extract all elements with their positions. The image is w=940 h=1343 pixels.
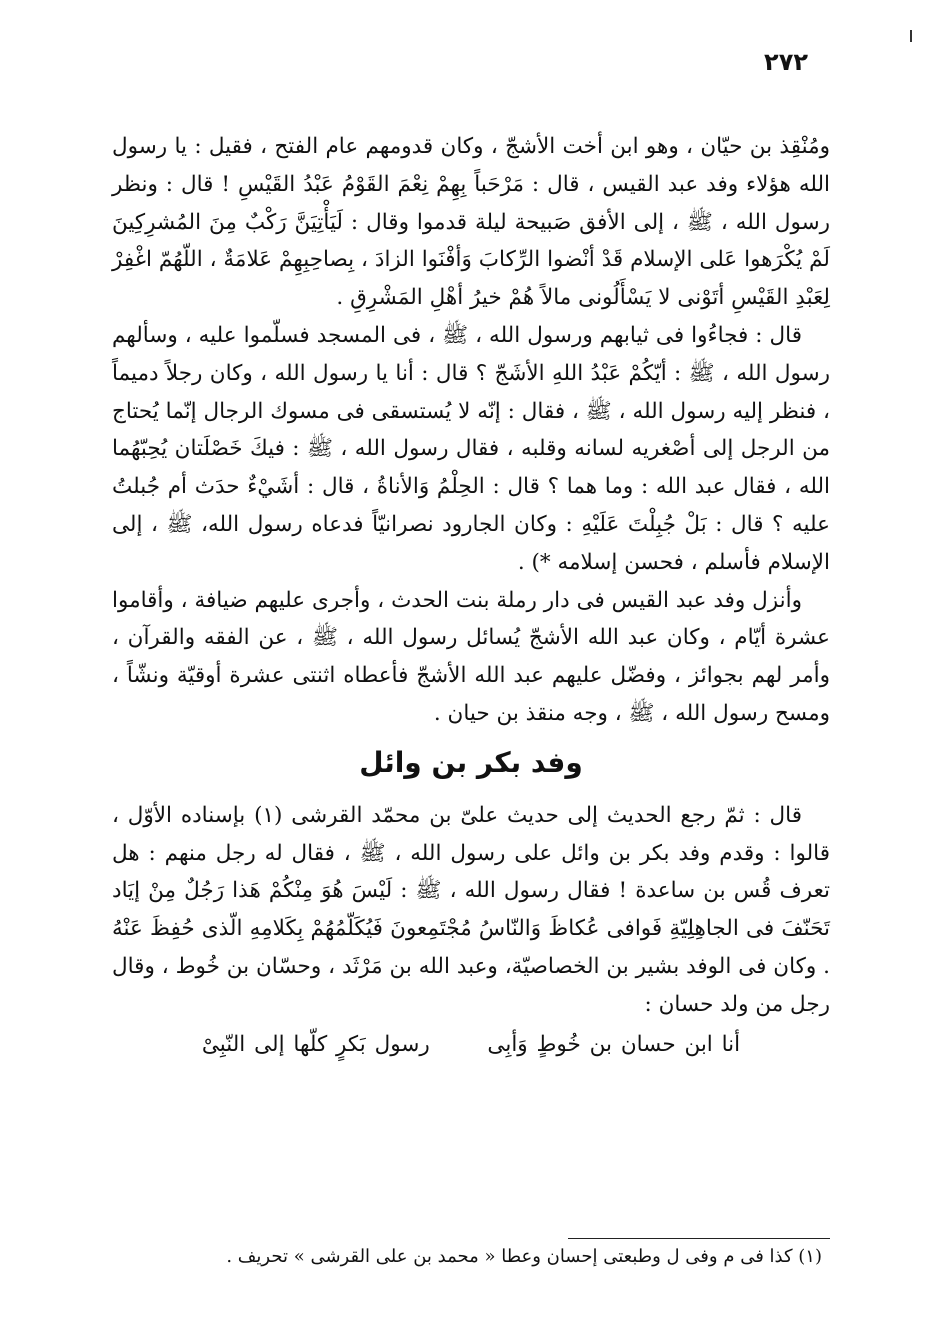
paragraph-3: وأنزل وفد عبد القيس فى دار رملة بنت الحدث ، وأجرى عليهم ضيافة ، وأقاموا عشرة أيّام ، وكان عبد الله الأشجّ يُسائل رسول الله ، ﷺ ، عن الفقه والقرآن ، وأمر لهم بجوائز ، وفضّل عليهم عبد الله الأشجّ فأعطاه اثنتى عشرة أوقيّة ونشّاً ، ومسح رسول الله ، ﷺ ، وجه منقذ بن حيان . <box>112 587 830 726</box>
footnote: (١) كذا فى م وفى ل وطبعتى إحسان وعطا « محمد بن على القرشى » تحريف . <box>226 1246 822 1267</box>
verse-second-hemistich: رسول بَكرٍ كلّها إلى النّبِىْ <box>201 1031 430 1057</box>
footnote-divider <box>568 1238 830 1239</box>
verse-first-hemistich: أنا ابن حسان بن خُوطٍ وَأبِى <box>487 1031 741 1057</box>
poem-verse <box>112 1026 830 1064</box>
page-number: ٢٧٢ <box>764 48 808 76</box>
section-heading: وفد بكر بن وائل <box>359 745 583 779</box>
paragraph-2: قال : فجاءُوا فى ثيابهم ورسول الله ، ﷺ ، فى المسجد فسلّموا عليه ، وسألهم رسول الله ، ﷺ : أيّكُمْ عَبْدُ اللهِ الأشَجّ ؟ قال : أنا يا رسول الله ، وكان رجلاً دميماً ، فنظر إليه رسول الله ، ﷺ ، فقال : إنّه لا يُستسقى فى مسوك الرجال إنّما يُحتاج من الرجل إلى أصْغريه لسانه وقلبه ، فقال رسول الله ، ﷺ : فيكَ خَصْلَتان يُحِبّهُما الله ، فقال عبد الله : وما هما ؟ قال : الحِلْمُ وَالأناةُ ، قال : أشَيْءٌ حدَث أم جُبلتُ عليه ؟ قال : بَلْ جُبِلْتَ عَلَيْهِ : وكان الجارود نصرانيّاً فدعاه رسول الله، ﷺ ، إلى الإسلام فأسلم ، فحسن إسلامه *) . <box>112 322 830 575</box>
corner-mark <box>910 30 912 42</box>
paragraph-1: ومُنْقِذ بن حيّان ، وهو ابن أخت الأشجّ ، وكان قدومهم عام الفتح ، فقيل : يا رسول الله هؤلاء وفد عبد القيس ، قال : مَرْحَباً بِهِمْ نِعْمَ القَوْمُ عَبْدُ القَيْسِ ! قال : ونظر رسول الله ، ﷺ ، إلى الأفق صَبيحة ليلة قدموا وقال : لَيَأْتِيَنَّ رَكْبٌ مِنَ المُشرِكِينَ لَمْ يُكْرَهوا عَلى الإسلام قَدْ أنْضوا الرِّكابَ وَأفْنَوا الزادَ ، بِصاحِبِهِمْ عَلامَةٌ ، اللّهُمّ اغْفِرْ لِعَبْدِ القَيْسِ أتَوْنى لا يَسْأَلُونى مالاً هُمْ خيرُ أهْلِ المَشْرِقِ . <box>112 134 830 311</box>
page-body <box>112 128 830 1063</box>
paragraph-4: قال : ثمّ رجع الحديث إلى حديث علىّ بن محمّد القرشى (١) بإسناده الأوّل ، قالوا : وقدم وفد بكر بن وائل على رسول الله ، ﷺ ، فقال له رجل منهم : هل تعرف قُس بن ساعدة ! فقال رسول الله ، ﷺ : لَيْسَ هُوَ مِنْكُمْ هَذا رَجُلٌ مِنْ إيَاد تَحَنّفَ فى الجاهِلِيّةِ فَوافى عُكاظَ وَالنّاسُ مُجْتَمِعونَ فَيُكَلّمُهُمْ بِكَلامِهِ الّذى حُفِظَ عَنْهُ . وكان فى الوفد بشير بن الخصاصيّة، وعبد الله بن مَرْثَد ، وحسّان بن خُوط ، وقال رجل من ولد حسان : <box>112 802 830 1017</box>
